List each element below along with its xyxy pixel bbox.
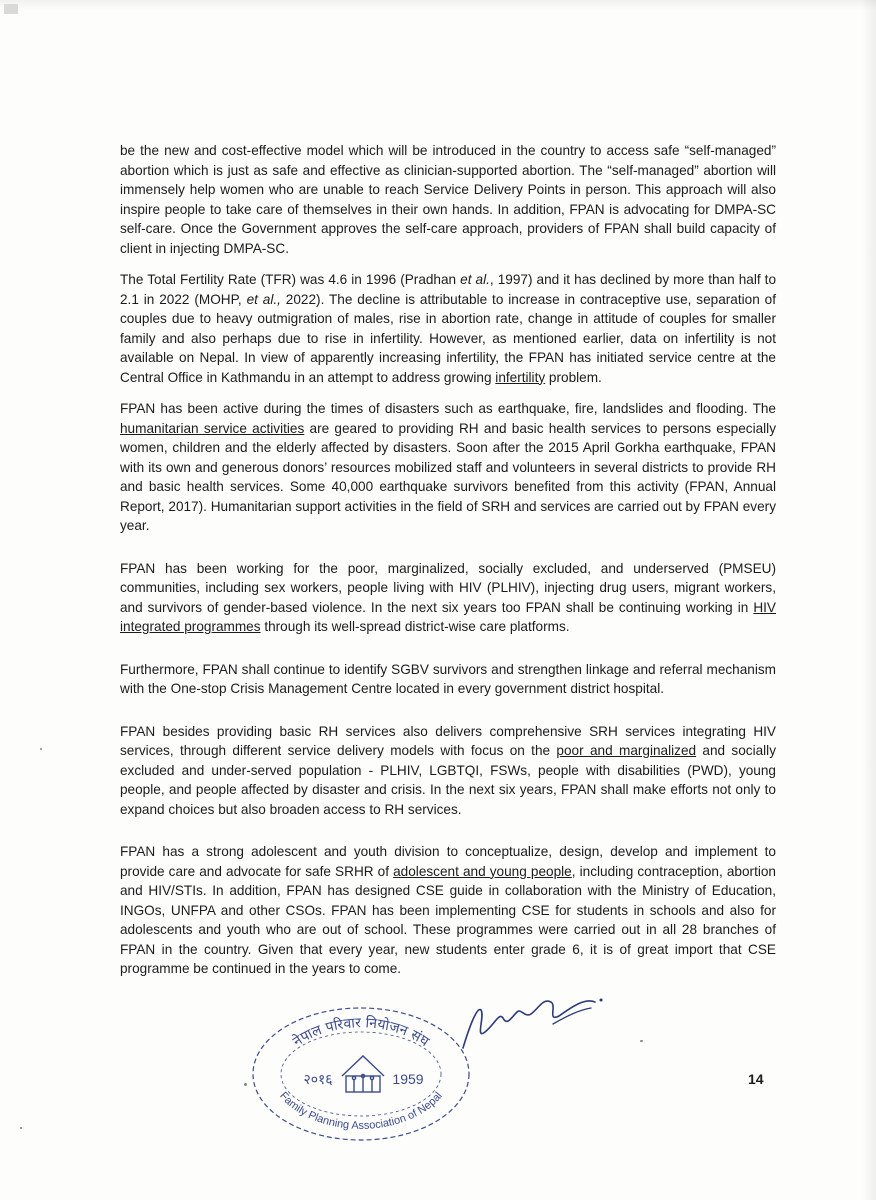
paragraph-adolescent-youth: FPAN has a strong adolescent and youth division to conceptualize, design, develop and implement to provide care and advocate for safe SRHR of adolescent and young people, including contraception, abortion and HIV/STIs. In addition, FPAN has designed CSE guide in collaboration with the Ministry of Education, INGOs, UNFPA and other CSOs. FPAN has been implementing CSE for students in schools and also for adolescents and youth who are out of school. These programmes were carried out in all 28 branches of FPAN in the country. Given that every year, new students enter grade 6, it is of great import that CSE programme be continued in the years to come. — [120, 844, 776, 976]
scan-shadow-top — [0, 0, 876, 10]
underlined-humanitarian-service-activities: humanitarian service activities — [120, 420, 305, 436]
underlined-infertility: infertility — [495, 369, 546, 385]
paragraph-srh-services: FPAN besides providing basic RH services also delivers comprehensive SRH services integrating HIV services, through different service delivery models with focus on the poor and marginalized and socially excluded and under-served population - PLHIV, LGBTQI, FSWs, people with disabilities (PWD), young people, and people affected by disaster and crisis. In the next six years, FPAN shall make efforts not only to expand choices but also broaden access to RH services. — [120, 723, 776, 817]
scan-speck — [20, 1127, 22, 1129]
signature — [455, 988, 615, 1058]
stamp-year-nepali: २०१६ — [303, 1072, 333, 1088]
stamp-bottom-text: Family Planning Association of Nepal — [277, 1089, 445, 1132]
paragraph-sgbv: Furthermore, FPAN shall continue to identify SGBV survivors and strengthen linkage and referral mechanism with the One-stop Crisis Management Centre located in every government district hospital. — [120, 661, 776, 696]
stamp-top-text: नेपाल परिवार नियोजन संघ — [290, 1015, 432, 1051]
underlined-hiv-integrated-programmes: HIV integrated programmes — [120, 599, 776, 634]
stamp-year: 1959 — [392, 1071, 424, 1087]
scan-speck — [40, 748, 42, 750]
scan-speck — [244, 1083, 247, 1086]
scan-corner-mark — [4, 4, 18, 14]
paragraph-pmseu: FPAN has been working for the poor, marginalized, socially excluded, and underserved (PMSEU) communities, including sex workers, people living with HIV (PLHIV), injecting drug users, migrant workers, and survivors of gender-based violence. In the next six years too FPAN shall be continuing working in HIV integrated programmes through its well-spread district-wise care platforms. — [120, 560, 776, 634]
underlined-poor-and-marginalized: poor and marginalized — [556, 743, 697, 758]
paragraph-fertility-rate: The Total Fertility Rate (TFR) was 4.6 in 1996 (Pradhan et al., 1997) and it has declined by more than half to 2.1 in 2022 (MOHP, et al., 2022). The decline is attributable to increase in contraceptive use, separation of couples due to heavy outmigration of males, rise in abortion rate, change in attitude of couples for smaller family and also perhaps due to rise in infertility. However, as mentioned earlier, data on infertility is not available on Nepal. In view of apparently increasing infertility, the FPAN has initiated service centre at the Central Office in Kathmandu in an attempt to address growing infertility problem. — [120, 272, 776, 385]
paragraph-humanitarian: FPAN has been active during the times of disasters such as earthquake, fire, landslides and flooding. The humanitarian service activities are geared to providing RH and basic health services to persons especially women, children and the elderly affected by disasters. Soon after the 2015 April Gorkha earthquake, FPAN with its own and generous donors’ resources mobilized staff and volunteers in several districts to provide RH and basic health services. Some 40,000 earthquake survivors benefited from this activity (FPAN, Annual Report, 2017). Humanitarian support activities in the field of SRH and services are carried out by FPAN every year. — [120, 401, 776, 533]
house-family-icon — [342, 1056, 384, 1092]
scan-speck — [640, 1040, 643, 1042]
paragraph-self-managed-abortion: be the new and cost-effective model which will be introduced in the country to access safe “self-managed” abortion which is just as safe and effective as clinician-supported abortion. The “self-managed” abortion will immensely help women who are unable to reach Service Delivery Points in person. This approach will also inspire people to take care of themselves in their own hands. In addition, FPAN is advocating for DMPA-SC self-care. Once the Government approves the self-care approach, providers of FPAN shall build capacity of client in injecting DMPA-SC. — [120, 143, 776, 256]
underlined-adolescent-and-young-people: adolescent and young people — [393, 863, 572, 879]
page-number: 14 — [748, 1071, 764, 1087]
body-text — [120, 141, 776, 979]
fpan-stamp — [246, 1002, 476, 1142]
scan-shadow-right — [862, 0, 876, 1200]
